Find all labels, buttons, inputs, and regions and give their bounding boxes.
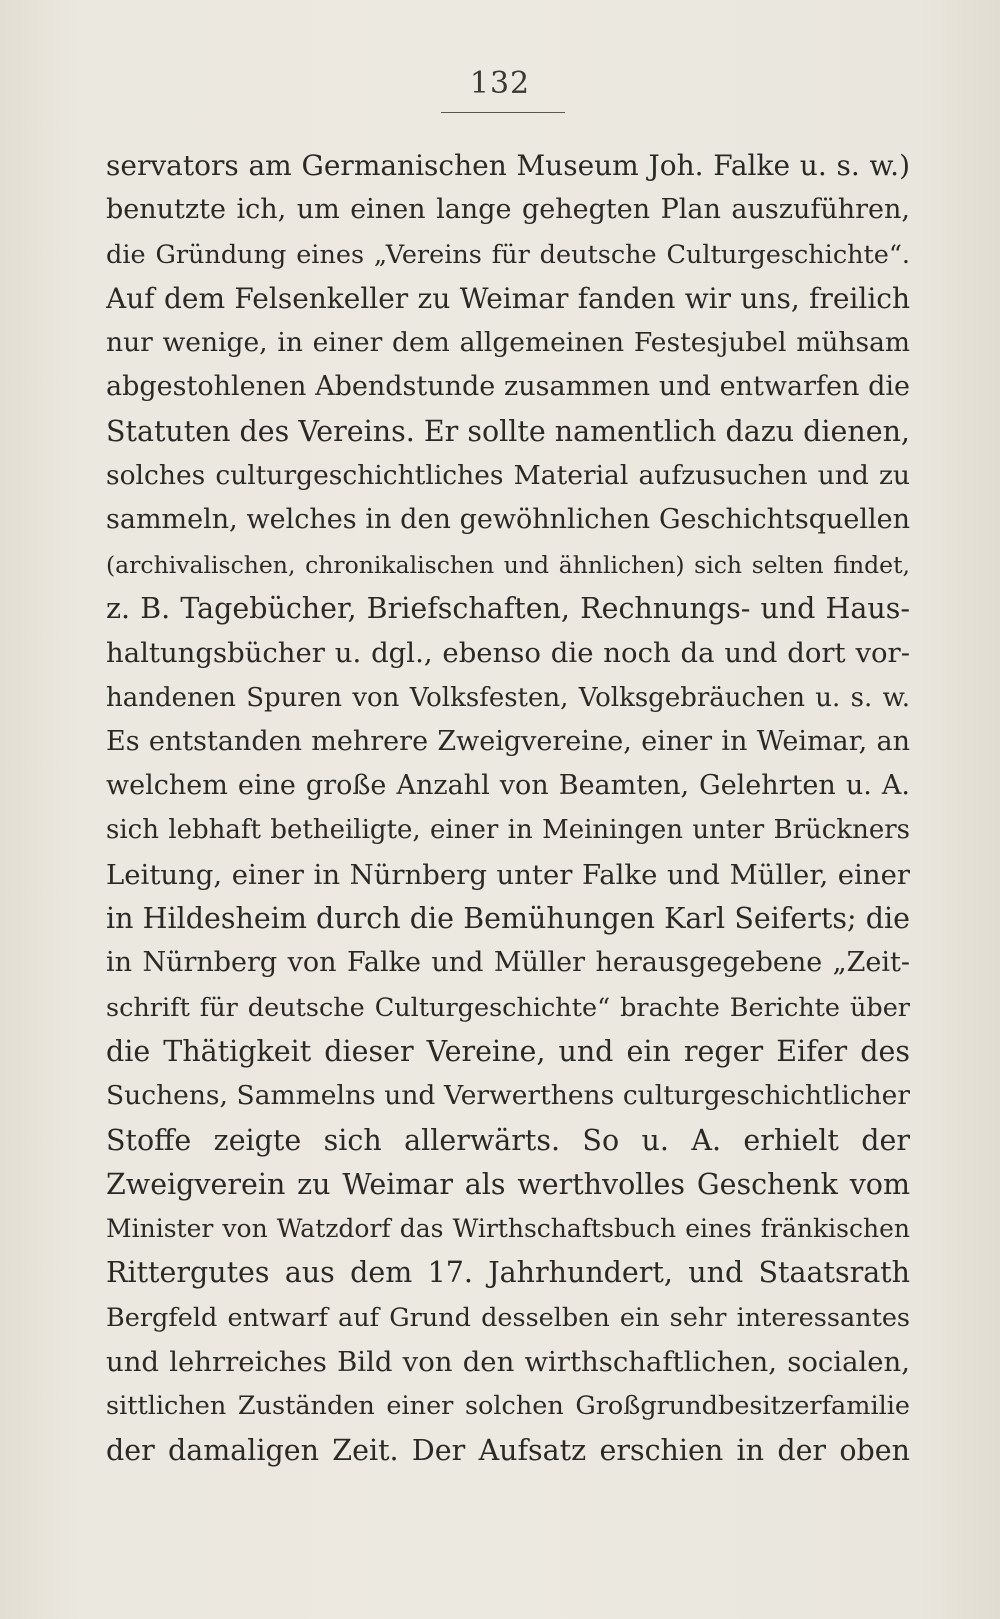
text-line: benutzte ich, um einen lange gehegten Plan auszuführen, (106, 194, 910, 226)
text-line: Bergfeld entwarf auf Grund desselben ein sehr interessantes (106, 1302, 910, 1333)
text-line: die Thätigkeit dieser Vereine, und ein reger Eifer des (106, 1034, 910, 1068)
text-line: Zweigverein zu Weimar als werthvolles Geschenk vom (106, 1167, 910, 1201)
text-line: die Gründung eines „Vereins für deutsche Culturgeschichte“. (106, 239, 910, 270)
text-line: servators am Germanischen Museum Joh. Falke u. s. w.) (106, 149, 910, 182)
text-line: Rittergutes aus dem 17. Jahrhundert, und Staatsrath (106, 1256, 910, 1290)
text-line: Stoffe zeigte sich allerwärts. So u. A. erhielt der (106, 1123, 910, 1157)
text-line: sammeln, welches in den gewöhnlichen Geschichtsquellen (106, 504, 910, 536)
text-line: Suchens, Sammelns und Verwerthens culturgeschichtlicher (106, 1080, 910, 1112)
text-line: Statuten des Vereins. Er sollte namentlich dazu dienen, (106, 414, 910, 448)
text-line: in Hildesheim durch die Bemühungen Karl Seiferts; die (106, 902, 910, 936)
text-line: solches culturgeschichtliches Material aufzusuchen und zu (106, 460, 910, 492)
text-line: Es entstanden mehrere Zweigvereine, einer in Weimar, an (106, 725, 910, 757)
text-line: abgestohlenen Abendstunde zusammen und entwarfen die (106, 371, 910, 403)
text-line: haltungsbücher u. dgl., ebenso die noch da und dort vor- (106, 637, 910, 670)
text-line: sittlichen Zuständen einer solchen Großgrundbesitzerfamilie (106, 1391, 910, 1422)
text-line: z. B. Tagebücher, Briefschaften, Rechnungs- und Haus- (106, 591, 910, 625)
text-line: sich lebhaft betheiligte, einer in Meiningen unter Brückners (106, 815, 910, 846)
page-number: 132 (469, 66, 531, 101)
text-line: der damaligen Zeit. Der Aufsatz erschien in der oben (106, 1433, 910, 1467)
text-line: welchem eine große Anzahl von Beamten, Gelehrten u. A. (106, 770, 910, 802)
text-line: Auf dem Felsenkeller zu Weimar fanden wir uns, freilich (106, 281, 910, 315)
text-line: (archivalischen, chronikalischen und ähnlichen) sich selten findet, (106, 550, 910, 579)
text-line: schrift für deutsche Culturgeschichte“ brachte Berichte über (106, 992, 910, 1023)
text-line: Minister von Watzdorf das Wirthschaftsbuch eines fränkischen (106, 1214, 910, 1244)
page-number-rule (441, 112, 565, 113)
text-line: Leitung, einer in Nürnberg unter Falke und Müller, einer (106, 858, 910, 891)
text-line: handenen Spuren von Volksfesten, Volksgebräuchen u. s. w. (106, 682, 910, 713)
text-line: und lehrreiches Bild von den wirthschaftlichen, socialen, (106, 1346, 910, 1379)
text-line: in Nürnberg von Falke und Müller herausgegebene „Zeit- (106, 947, 910, 979)
body-text (106, 144, 910, 1473)
text-line: nur wenige, in einer dem allgemeinen Festesjubel mühsam (106, 327, 910, 359)
